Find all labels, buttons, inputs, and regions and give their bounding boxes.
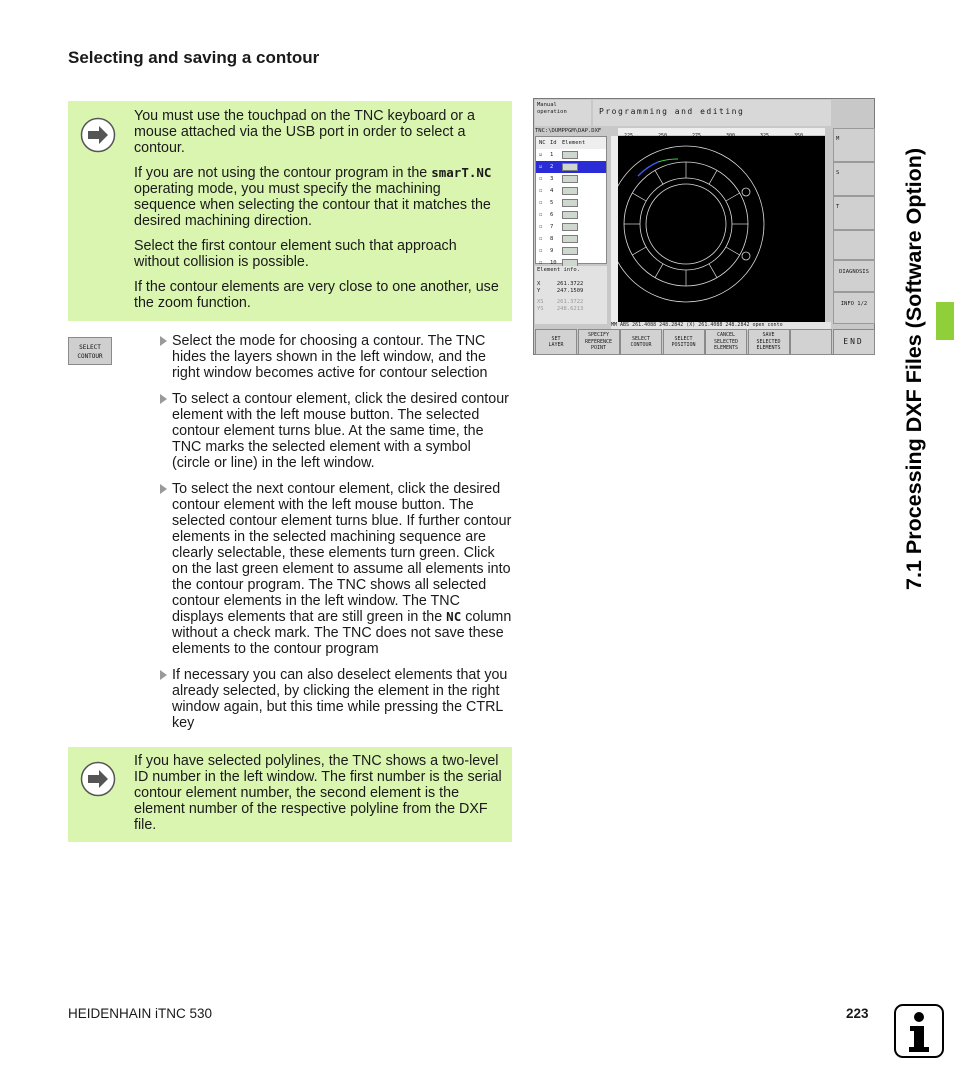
note-box-mouse xyxy=(68,101,512,321)
note-paragraph: If the contour elements are very close to one another, use the zoom function. xyxy=(134,279,499,311)
list-item[interactable]: ☐ 3 xyxy=(536,173,606,185)
code-term: smarT.NC xyxy=(431,165,492,180)
bullet-triangle-icon xyxy=(160,394,167,404)
note-paragraph: If you are not using the contour program in the smarT.NC operating mode, you must specify the machining sequence when selecting the contour that it matches the desired machining direction. xyxy=(134,165,492,229)
svg-text:7.1 Processing DXF Files (Soft: 7.1 Processing DXF Files (Software Option) xyxy=(902,147,926,590)
softkey-1[interactable]: SPECIFY REFERENCE POINT xyxy=(578,329,620,355)
step-item: To select the next contour element, click the desired contour element with the left mouse button. The selected contour element turns blue. If further contour elements in the selected machining sequence are clearly selectable, these elements turn green. Click on the last green element to assume all elements into the contour program. The TNC shows all selected contour elements in the left window. The TNC displays elements that are still green in the NC column without a check mark. The TNC does not save these elements to the contour program xyxy=(158,481,512,657)
note-box-polylines xyxy=(68,747,512,842)
diagnosis-softkey[interactable]: DIAGNOSIS xyxy=(833,260,875,292)
softkey-4[interactable]: CANCEL SELECTED ELEMENTS xyxy=(705,329,747,355)
contour-canvas[interactable] xyxy=(618,136,825,322)
list-item[interactable]: ☐ 6 xyxy=(536,209,606,221)
list-item[interactable]: ☐ 7 xyxy=(536,221,606,233)
note-paragraph: If you have selected polylines, the TNC shows a two-level ID number in the left window. The first number is the serial contour element number, the second element is the element number of the respective polyline from the DXF file. xyxy=(134,753,502,833)
list-item[interactable]: ☐ 4 xyxy=(536,185,606,197)
page-number: 223 xyxy=(846,1006,869,1021)
tnc-screenshot xyxy=(533,98,875,355)
section-heading: Selecting and saving a contour xyxy=(68,48,320,67)
list-item[interactable]: ☐ 8 xyxy=(536,233,606,245)
step-item: Select the mode for choosing a contour. The TNC hides the layers shown in the left window, and the right window becomes active for contour selection xyxy=(158,333,512,381)
ruler-tick-label: 275 xyxy=(692,133,702,139)
info-icon xyxy=(894,1004,944,1058)
list-item[interactable]: ☐ 5 xyxy=(536,197,606,209)
softkey-row xyxy=(535,329,875,355)
list-item[interactable]: ☑ 1 xyxy=(536,149,606,161)
step-item: If necessary you can also deselect elements that you already selected, by clicking the element in the right window again, but this time while pressing the CTRL key xyxy=(158,667,512,731)
softkey-2[interactable]: SELECT CONTOUR xyxy=(620,329,662,355)
ruler-tick-label: 350 xyxy=(794,133,804,139)
list-header: NC Id Element xyxy=(536,137,606,149)
list-item[interactable]: ☑ 2 xyxy=(536,161,606,173)
element-glyph-icon xyxy=(562,223,578,231)
bullet-triangle-icon xyxy=(160,336,167,346)
arrow-right-icon xyxy=(80,117,116,153)
footer-product: HEIDENHAIN iTNC 530 xyxy=(68,1006,213,1021)
chapter-tab xyxy=(936,302,954,340)
ruler-tick-label: 225 xyxy=(624,133,634,139)
operating-mode-label: Manual operation xyxy=(535,100,591,126)
screen-title: Programming and editing xyxy=(593,100,831,126)
list-item[interactable]: ☐ 10 xyxy=(536,257,606,269)
chapter-title-vertical xyxy=(895,50,935,590)
element-glyph-icon xyxy=(562,235,578,243)
softkey-3[interactable]: SELECT POSITION xyxy=(663,329,705,355)
arrow-right-icon xyxy=(80,761,116,797)
softkey-0[interactable]: SET LAYER xyxy=(535,329,577,355)
file-path: TNC:\DUMPPGM\DAP.DXF xyxy=(535,128,602,134)
note-paragraph: Select the first contour element such that approach without collision is possible. xyxy=(134,238,457,270)
bullet-triangle-icon xyxy=(160,484,167,494)
softkey-6[interactable] xyxy=(790,329,832,355)
bullet-triangle-icon xyxy=(160,670,167,680)
softkey-5[interactable]: SAVE SELECTED ELEMENTS xyxy=(748,329,790,355)
ruler-tick-label: 250 xyxy=(658,133,668,139)
ruler-tick-label: 300 xyxy=(726,133,736,139)
step-item: To select a contour element, click the desired contour element with the left mouse button. The selected contour element turns blue. At the same time, the TNC marks the selected element with a symbol (circle or line) in the left window. xyxy=(158,391,512,471)
ruler-top xyxy=(618,128,825,139)
ruler-tick-label: 325 xyxy=(760,133,770,139)
element-glyph-icon xyxy=(562,199,578,207)
element-glyph-icon xyxy=(562,247,578,255)
element-glyph-icon xyxy=(562,175,578,183)
status-bar: MM ABS 261.4088 248.2842 (X) 261.4088 248.2842 open conto xyxy=(611,322,831,329)
element-glyph-icon xyxy=(562,151,578,159)
select-contour-softkey: SELECT CONTOUR xyxy=(68,337,112,365)
list-item[interactable]: ☐ 9 xyxy=(536,245,606,257)
element-glyph-icon xyxy=(562,211,578,219)
step-list xyxy=(158,333,512,741)
code-term: NC xyxy=(446,609,462,624)
ruler-left xyxy=(611,136,618,322)
softkey-7[interactable]: END xyxy=(833,329,875,355)
info-softkey[interactable]: INFO 1/2 xyxy=(833,292,875,324)
element-info-panel: Element info. X 261.3722 Y 247.1509 XS 261.3722 YS 248.6213 xyxy=(535,266,607,324)
side-panel: M S T DIAGNOSIS INFO 1/2 xyxy=(833,128,875,327)
note-paragraph: You must use the touchpad on the TNC keyboard or a mouse attached via the USB port in order to select a contour. xyxy=(134,108,475,156)
element-list xyxy=(535,136,607,264)
element-glyph-icon xyxy=(562,187,578,195)
element-glyph-icon xyxy=(562,163,578,171)
